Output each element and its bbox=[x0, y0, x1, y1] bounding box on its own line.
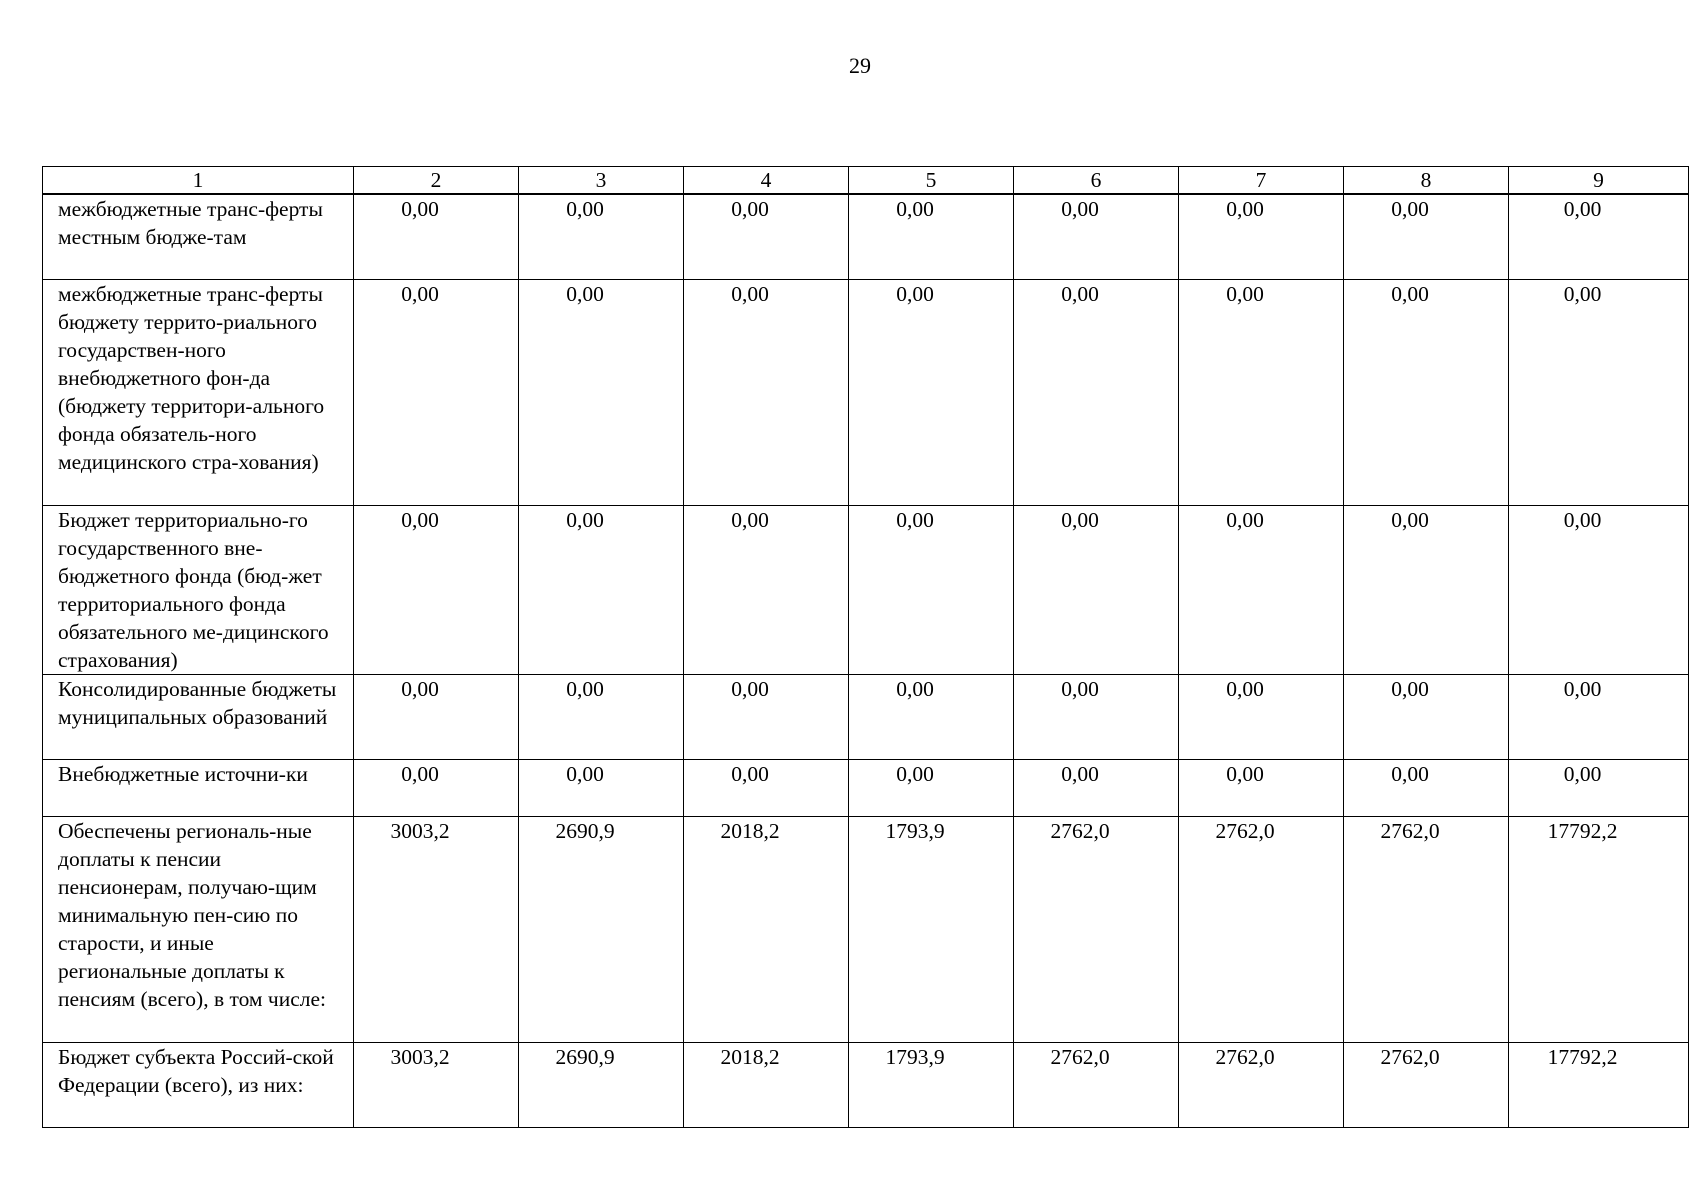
table-cell: 0,00 bbox=[1179, 505, 1344, 674]
column-header: 9 bbox=[1509, 167, 1689, 195]
column-header: 2 bbox=[354, 167, 519, 195]
table-cell: 0,00 bbox=[1179, 279, 1344, 505]
table-cell: 0,00 bbox=[849, 759, 1014, 816]
table-cell: 0,00 bbox=[354, 279, 519, 505]
table-cell: 0,00 bbox=[684, 194, 849, 279]
table-cell: 2690,9 bbox=[519, 816, 684, 1042]
page-number: 29 bbox=[849, 53, 871, 78]
table-row bbox=[43, 674, 1689, 759]
table-cell: 2762,0 bbox=[1344, 1042, 1509, 1127]
table-cell: 3003,2 bbox=[354, 816, 519, 1042]
table-cell: 0,00 bbox=[1179, 759, 1344, 816]
table-row bbox=[43, 505, 1689, 674]
column-header: 8 bbox=[1344, 167, 1509, 195]
row-label: межбюджетные транс-ферты бюджету террито-риального государствен-ного внебюджетного фон-да (бюджету территори-ального фонда обязатель-ного медицинского стра-хования) bbox=[43, 279, 354, 505]
table-cell: 0,00 bbox=[1014, 759, 1179, 816]
table-row bbox=[43, 194, 1689, 279]
table-cell: 0,00 bbox=[849, 505, 1014, 674]
table-cell: 0,00 bbox=[1509, 505, 1689, 674]
table-cell: 0,00 bbox=[684, 279, 849, 505]
table-cell: 0,00 bbox=[1014, 194, 1179, 279]
table-cell: 0,00 bbox=[1344, 759, 1509, 816]
table-cell: 2762,0 bbox=[1014, 816, 1179, 1042]
table-cell: 2762,0 bbox=[1179, 1042, 1344, 1127]
table-row bbox=[43, 279, 1689, 505]
table-cell: 17792,2 bbox=[1509, 816, 1689, 1042]
table-cell: 0,00 bbox=[1179, 674, 1344, 759]
table-cell: 2762,0 bbox=[1014, 1042, 1179, 1127]
table-cell: 0,00 bbox=[1344, 505, 1509, 674]
column-header: 5 bbox=[849, 167, 1014, 195]
table-cell: 2018,2 bbox=[684, 1042, 849, 1127]
table-row bbox=[43, 1042, 1689, 1127]
table-cell: 0,00 bbox=[354, 674, 519, 759]
table-cell: 0,00 bbox=[1509, 674, 1689, 759]
row-label: Бюджет субъекта Россий-ской Федерации (всего), из них: bbox=[43, 1042, 354, 1127]
table-cell: 1793,9 bbox=[849, 1042, 1014, 1127]
table-cell: 0,00 bbox=[519, 674, 684, 759]
table-row bbox=[43, 816, 1689, 1042]
table-cell: 0,00 bbox=[684, 505, 849, 674]
row-label: межбюджетные транс-ферты местным бюдже-там bbox=[43, 194, 354, 279]
table-cell: 2762,0 bbox=[1344, 816, 1509, 1042]
column-header: 4 bbox=[684, 167, 849, 195]
row-label: Бюджет территориально-го государственного вне-бюджетного фонда (бюд-жет территориального фонда обязательного ме-дицинского страхования) bbox=[43, 505, 354, 674]
table-cell: 1793,9 bbox=[849, 816, 1014, 1042]
table-cell: 0,00 bbox=[849, 674, 1014, 759]
table-cell: 0,00 bbox=[519, 279, 684, 505]
table-cell: 3003,2 bbox=[354, 1042, 519, 1127]
table-cell: 0,00 bbox=[519, 194, 684, 279]
column-header: 1 bbox=[43, 167, 354, 195]
table-cell: 0,00 bbox=[849, 194, 1014, 279]
row-label: Внебюджетные источни-ки bbox=[43, 759, 354, 816]
table-cell: 2762,0 bbox=[1179, 816, 1344, 1042]
table-cell: 0,00 bbox=[1344, 674, 1509, 759]
table-cell: 2018,2 bbox=[684, 816, 849, 1042]
table-cell: 17792,2 bbox=[1509, 1042, 1689, 1127]
column-header: 7 bbox=[1179, 167, 1344, 195]
table-cell: 0,00 bbox=[1014, 505, 1179, 674]
table-cell: 0,00 bbox=[1509, 279, 1689, 505]
row-label: Консолидированные бюджеты муниципальных образований bbox=[43, 674, 354, 759]
table-cell: 0,00 bbox=[354, 194, 519, 279]
table-cell: 0,00 bbox=[1344, 279, 1509, 505]
table-cell: 0,00 bbox=[1014, 674, 1179, 759]
table-cell: 0,00 bbox=[849, 279, 1014, 505]
table-header-row bbox=[43, 167, 1689, 195]
table-row bbox=[43, 759, 1689, 816]
budget-table bbox=[42, 166, 1689, 1128]
table-cell: 0,00 bbox=[519, 759, 684, 816]
table-cell: 0,00 bbox=[1509, 194, 1689, 279]
table-cell: 0,00 bbox=[1179, 194, 1344, 279]
table-cell: 0,00 bbox=[1014, 279, 1179, 505]
table-cell: 0,00 bbox=[354, 505, 519, 674]
table-cell: 0,00 bbox=[684, 759, 849, 816]
table-cell: 2690,9 bbox=[519, 1042, 684, 1127]
column-header: 3 bbox=[519, 167, 684, 195]
table-cell: 0,00 bbox=[1509, 759, 1689, 816]
table-cell: 0,00 bbox=[684, 674, 849, 759]
column-header: 6 bbox=[1014, 167, 1179, 195]
row-label: Обеспечены региональ-ные доплаты к пенсии пенсионерам, получаю-щим минимальную пен-сию по старости, и иные региональные доплаты к пенсиям (всего), в том числе: bbox=[43, 816, 354, 1042]
table-cell: 0,00 bbox=[354, 759, 519, 816]
table-cell: 0,00 bbox=[1344, 194, 1509, 279]
table-cell: 0,00 bbox=[519, 505, 684, 674]
